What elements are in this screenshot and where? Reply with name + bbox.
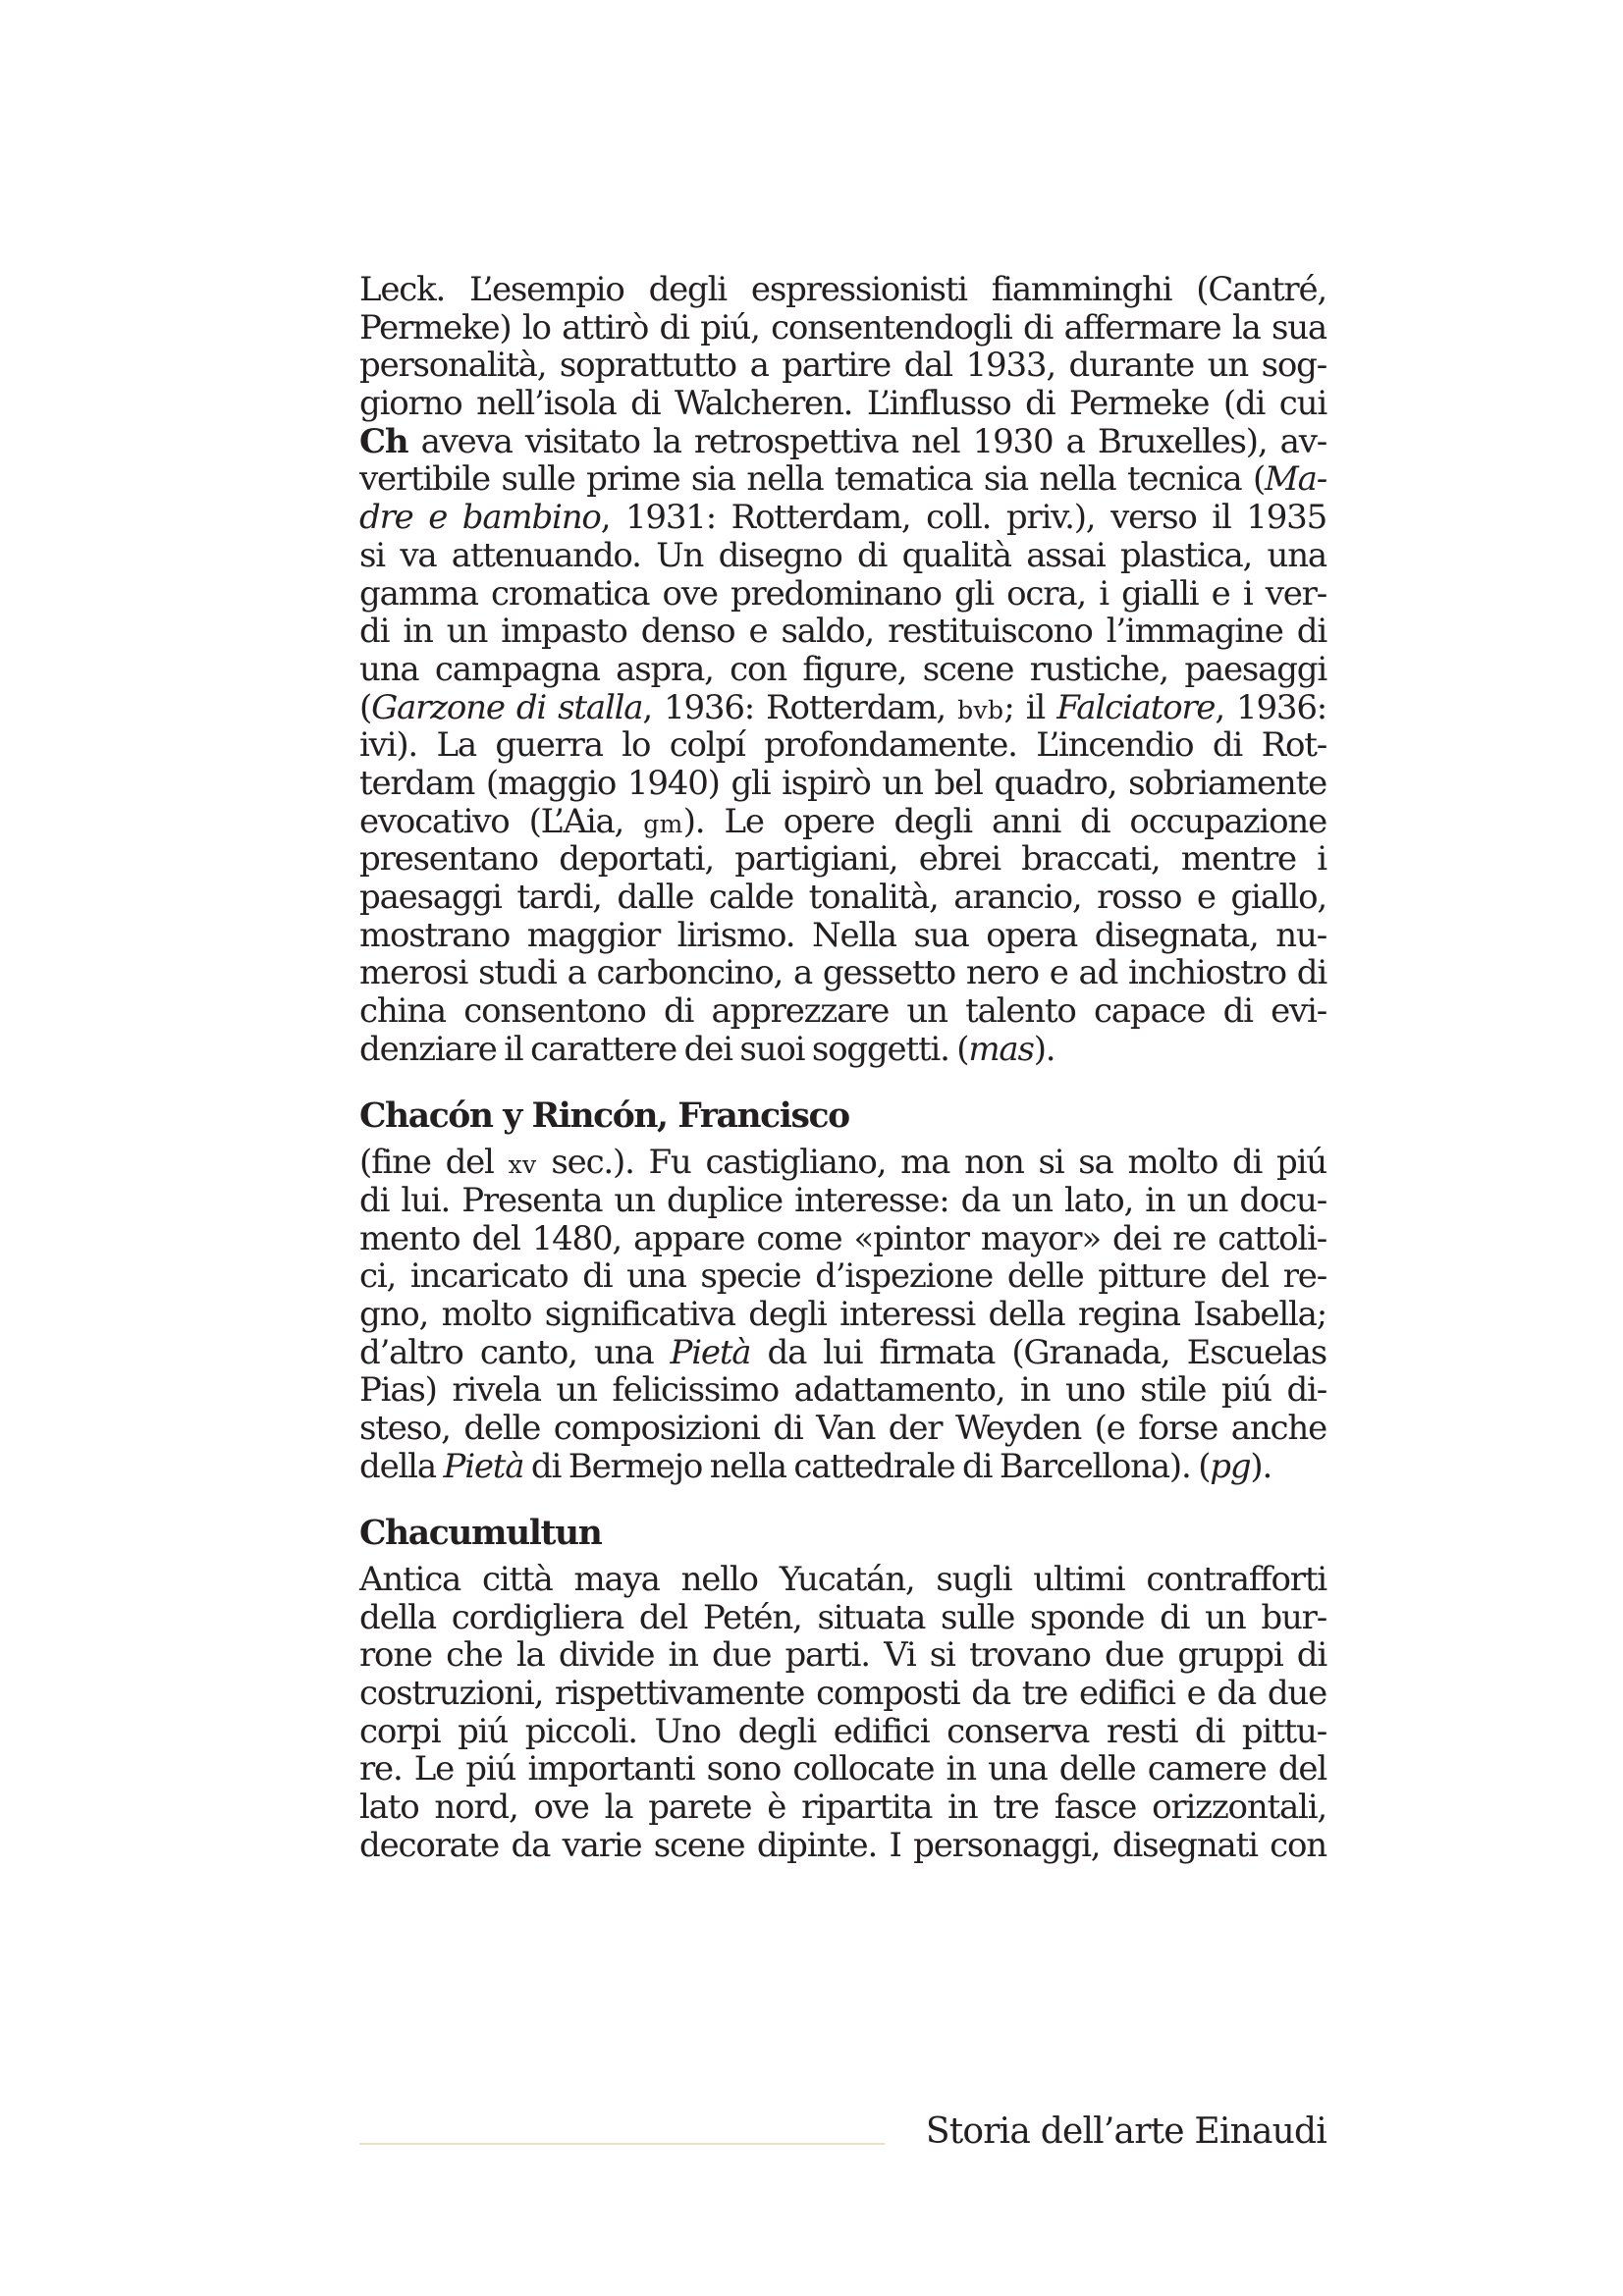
text-line: personalità, soprattutto a partire dal 1933, durante un sog- [359,346,1326,386]
text-line: d’altro canto, una Pietà da lui firmata (Granada, Escuelas [359,1332,1326,1372]
text-line: della cordigliera del Petén, situata sulle sponde di un bur- [359,1597,1326,1637]
document-body [359,271,1326,1865]
text-line: Pias) rivela un felicissimo adattamento, in uno stile piú di- [359,1370,1326,1411]
text-line: mento del 1480, appare come «pintor mayor» dei re cattoli- [359,1218,1326,1258]
entry-heading: Chacón y Rincón, Francisco [359,1096,849,1137]
footer-title: Storia dell’arte Einaudi [925,2111,1326,2152]
text-line: lato nord, ove la parete è ripartita in tre fasce orizzontali, [359,1788,1326,1828]
text-line: gamma cromatica ove predominano gli ocra, i gialli e i ver- [359,573,1326,614]
text-line: rone che la divide in due parti. Vi si trovano due gruppi di [359,1635,1326,1676]
text-line: di in un impasto denso e saldo, restituiscono l’immagine di [359,612,1326,652]
text-line: dre e bambino, 1931: Rotterdam, coll. priv.), verso il 1935 [359,498,1326,538]
footer-divider [359,2143,885,2145]
text-line: presentano deportati, partigiani, ebrei braccati, mentre i [359,839,1326,880]
entry [359,1485,1326,1864]
text-line: giorno nell’isola di Walcheren. L’influsso di Permeke (di cui [359,384,1326,424]
text-line: Antica città maya nello Yucatán, sugli ultimi contrafforti [359,1560,1326,1599]
text-line: vertibile sulle prime sia nella tematica sia nella tecnica (Ma- [359,459,1326,500]
text-line: (Garzone di stalla, 1936: Rotterdam, bvb; il Falciatore, 1936: [359,687,1327,727]
text-line: mostrano maggior lirismo. Nella sua opera disegnata, nu- [359,915,1326,955]
text-line: si va attenuando. Un disegno di qualità assai plastica, una [359,535,1326,575]
text-line: (fine del xv sec.). Fu castigliano, ma non si sa molto di piú [359,1143,1326,1183]
text-line: Leck. L’esempio degli espressionisti fiamminghi (Cantré, [359,270,1326,309]
text-line: gno, molto significativa degli interessi della regina Isabella; [359,1294,1326,1334]
text-line: di lui. Presenta un duplice interesse: da un lato, in un docu- [359,1180,1326,1220]
text-line: denziare il carattere dei suoi soggetti. (mas). [359,1029,1055,1069]
text-line: della Pietà di Bermejo nella cattedrale di Barcellona). (pg). [359,1446,1272,1486]
text-line: Ch aveva visitato la retrospettiva nel 1930 a Bruxelles), av- [359,421,1326,461]
text-line: china consentono di apprezzare un talento capace di evi- [359,991,1326,1032]
text-line: ci, incaricato di una specie d’ispezione delle pitture del re- [359,1256,1326,1297]
entry [359,1068,1326,1485]
text-line: steso, delle composizioni di Van der Weyden (e forse anche [359,1408,1326,1448]
text-line: evocativo (L’Aia, gm). Le opere degli anni di occupazione [359,801,1326,841]
text-line: una campagna aspra, con figure, scene rustiche, paesaggi [359,649,1326,689]
text-line: decorate da varie scene dipinte. I personaggi, disegnati con [359,1825,1326,1865]
text-line: Permeke) lo attirò di piú, consentendogli di affermare la sua [359,307,1326,347]
text-line: corpi piú piccoli. Uno degli edifici conserva resti di pittu- [359,1711,1326,1751]
text-line: merosi studi a carboncino, a gessetto nero e ad inchiostro di [359,953,1326,993]
entry-heading: Chacumultun [359,1514,602,1554]
text-line: paesaggi tardi, dalle calde tonalità, arancio, rosso e giallo, [359,878,1326,917]
text-line: re. Le piú importanti sono collocate in una delle camere del [359,1749,1326,1789]
text-line: ivi). La guerra lo colpí profondamente. L’incendio di Rot- [359,725,1326,766]
entry [359,271,1326,1068]
text-line: costruzioni, rispettivamente composti da tre edifici e da due [359,1674,1326,1714]
text-line: terdam (maggio 1940) gli ispirò un bel quadro, sobriamente [359,763,1326,803]
